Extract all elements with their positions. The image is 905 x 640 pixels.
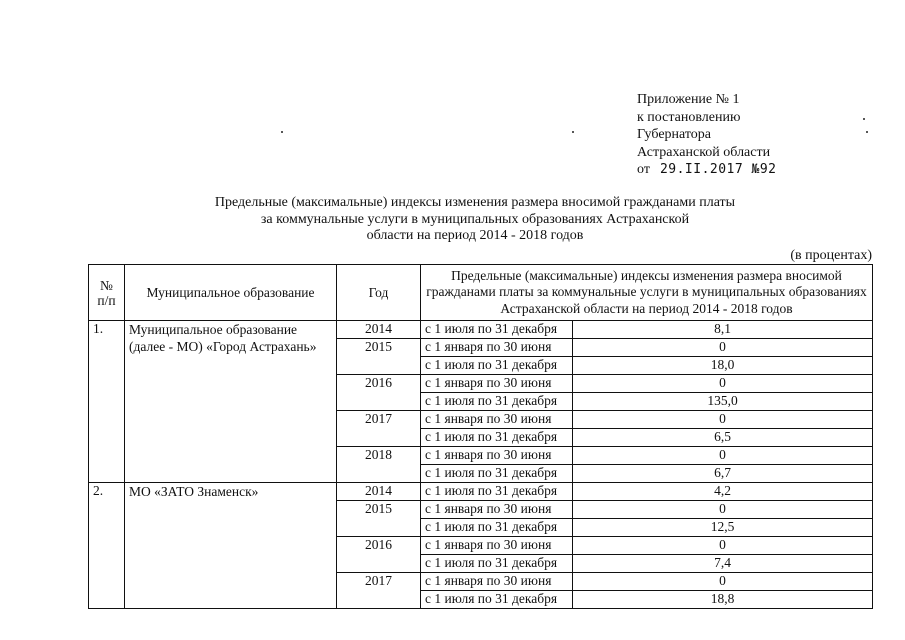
title-line: области на период 2014 - 2018 годов — [366, 228, 584, 243]
period-cell: с 1 июля по 31 декабря — [421, 429, 573, 447]
year-cell: 2016 — [337, 537, 421, 573]
period-cell: с 1 января по 30 июня — [421, 501, 573, 519]
index-value: 18,0 — [573, 357, 873, 375]
index-value: 0 — [573, 573, 873, 591]
index-value: 12,5 — [573, 519, 873, 537]
index-value: 6,5 — [573, 429, 873, 447]
header-index: Предельные (максимальные) индексы изменения размера вносимой гражданами платы за коммунальные услуги в муниципальных образованиях Астраханской области на период 2014 - 2018 годов — [421, 265, 873, 321]
row-number: 2. — [89, 483, 125, 609]
appendix-date-line — [637, 161, 777, 179]
date-prefix: от — [637, 162, 650, 177]
year-cell: 2018 — [337, 447, 421, 483]
header-municipality: Муниципальное образование — [125, 265, 337, 321]
period-cell: с 1 января по 30 июня — [421, 411, 573, 429]
table-header-row — [89, 265, 873, 321]
scan-dot — [863, 118, 865, 120]
year-cell: 2016 — [337, 375, 421, 411]
period-cell: с 1 июля по 31 декабря — [421, 591, 573, 609]
index-value: 0 — [573, 339, 873, 357]
index-value: 6,7 — [573, 465, 873, 483]
year-cell: 2014 — [337, 483, 421, 501]
scan-dot — [572, 131, 574, 133]
indices-table — [88, 264, 873, 609]
index-value: 4,2 — [573, 483, 873, 501]
year-cell: 2017 — [337, 573, 421, 609]
municipality-name: Муниципальное образование (далее - МО) «Город Астрахань» — [125, 321, 337, 483]
appendix-line: к постановлению — [637, 109, 741, 125]
appendix-line: Приложение № 1 — [637, 92, 740, 107]
title-line: за коммунальные услуги в муниципальных образованиях Астраханской — [260, 211, 690, 227]
scan-dot — [866, 131, 868, 133]
period-cell: с 1 июля по 31 декабря — [421, 465, 573, 483]
period-cell: с 1 июля по 31 декабря — [421, 483, 573, 501]
table-body — [89, 321, 873, 609]
period-cell: с 1 января по 30 июня — [421, 537, 573, 555]
date-stamp: 29.II.2017 №92 — [659, 162, 777, 177]
table-row — [89, 321, 873, 339]
period-cell: с 1 июля по 31 декабря — [421, 393, 573, 411]
index-value: 7,4 — [573, 555, 873, 573]
index-value: 0 — [573, 447, 873, 465]
index-value: 18,8 — [573, 591, 873, 609]
header-year: Год — [337, 265, 421, 321]
scan-dot — [281, 131, 283, 133]
period-cell: с 1 июля по 31 декабря — [421, 357, 573, 375]
year-cell: 2014 — [337, 321, 421, 339]
year-cell: 2017 — [337, 411, 421, 447]
index-value: 8,1 — [573, 321, 873, 339]
table-row — [89, 483, 873, 501]
appendix-block — [637, 91, 777, 179]
appendix-line: Губернатора — [637, 127, 712, 142]
unit-note: (в процентах) — [790, 248, 872, 263]
year-cell: 2015 — [337, 501, 421, 537]
period-cell: с 1 июля по 31 декабря — [421, 321, 573, 339]
year-cell: 2015 — [337, 339, 421, 375]
row-number: 1. — [89, 321, 125, 483]
document-title — [90, 195, 860, 245]
period-cell: с 1 января по 30 июня — [421, 339, 573, 357]
period-cell: с 1 января по 30 июня — [421, 447, 573, 465]
municipality-name: МО «ЗАТО Знаменск» — [125, 483, 337, 609]
appendix-line: Астраханской области — [637, 144, 771, 160]
index-value: 0 — [573, 375, 873, 393]
period-cell: с 1 июля по 31 декабря — [421, 519, 573, 537]
period-cell: с 1 января по 30 июня — [421, 375, 573, 393]
index-value: 0 — [573, 537, 873, 555]
index-value: 0 — [573, 501, 873, 519]
index-value: 0 — [573, 411, 873, 429]
header-num: № п/п — [89, 265, 125, 321]
index-value: 135,0 — [573, 393, 873, 411]
period-cell: с 1 января по 30 июня — [421, 573, 573, 591]
title-line: Предельные (максимальные) индексы изменения размера вносимой гражданами платы — [214, 195, 736, 210]
period-cell: с 1 июля по 31 декабря — [421, 555, 573, 573]
